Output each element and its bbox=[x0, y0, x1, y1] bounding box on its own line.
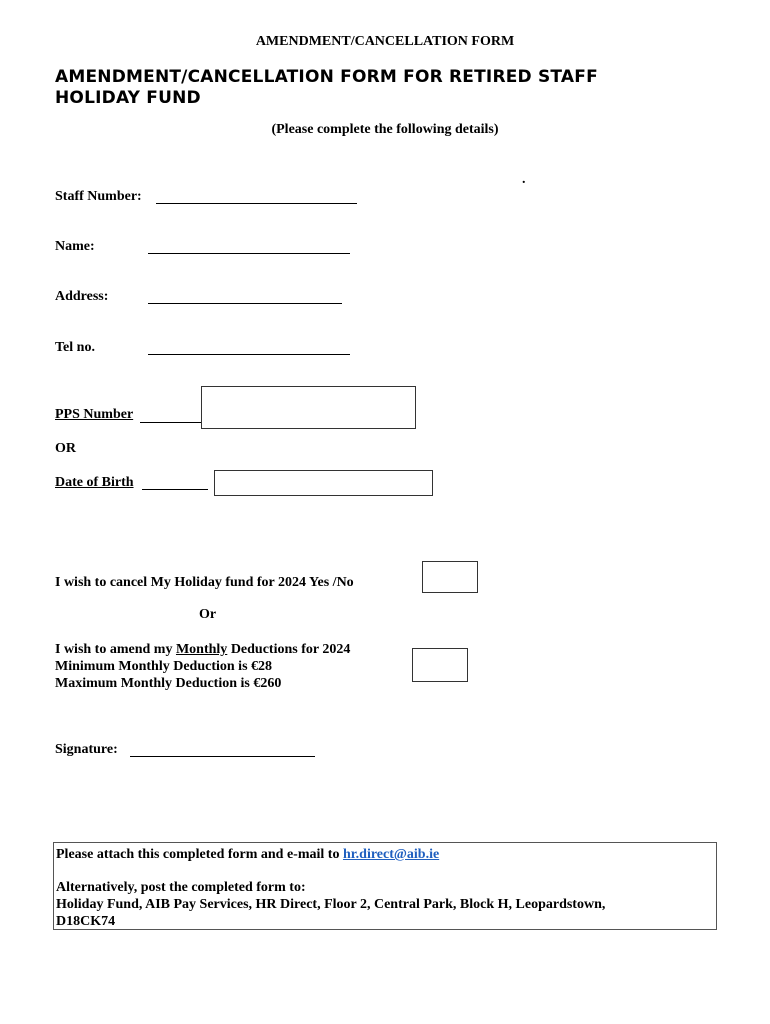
instructions-box bbox=[53, 842, 717, 930]
amend-line1 bbox=[55, 641, 350, 658]
address-field[interactable] bbox=[148, 303, 342, 304]
attach-line bbox=[56, 846, 439, 863]
amend-amount-box[interactable] bbox=[412, 648, 468, 682]
amend-max: Maximum Monthly Deduction is €260 bbox=[55, 676, 282, 691]
cancel-yes-no-box[interactable] bbox=[422, 561, 478, 593]
name-field[interactable] bbox=[148, 253, 350, 254]
form-title-line2: HOLIDAY FUND bbox=[55, 88, 201, 108]
attach-text: Please attach this completed form and e-mail to bbox=[56, 847, 343, 862]
postal-address-line1: Holiday Fund, AIB Pay Services, HR Direct, Floor 2, Central Park, Block H, Leopardstown, bbox=[56, 897, 606, 912]
page-header: AMENDMENT/CANCELLATION FORM bbox=[255, 34, 515, 49]
address-label: Address: bbox=[55, 289, 109, 304]
amend-suffix: Deductions for 2024 bbox=[227, 642, 351, 657]
amend-monthly: Monthly bbox=[175, 642, 228, 657]
amend-prefix: I wish to amend my bbox=[55, 642, 176, 657]
signature-label: Signature: bbox=[55, 742, 118, 757]
or-middle: Or bbox=[199, 607, 217, 622]
or-label: OR bbox=[55, 441, 76, 456]
pps-label: PPS Number bbox=[55, 407, 134, 422]
dob-input-box[interactable] bbox=[214, 470, 433, 496]
dob-underline bbox=[142, 489, 208, 490]
form-title bbox=[55, 67, 675, 109]
alt-text: Alternatively, post the completed form to: bbox=[56, 880, 306, 895]
postal-address-line2: D18CK74 bbox=[56, 914, 116, 929]
pps-underline bbox=[140, 422, 202, 423]
cancel-text: I wish to cancel My Holiday fund for 2024 Yes /No bbox=[55, 575, 354, 590]
signature-field[interactable] bbox=[130, 756, 315, 757]
staff-number-field[interactable] bbox=[156, 203, 357, 204]
amend-block bbox=[55, 641, 350, 692]
email-link[interactable]: hr.direct@aib.ie bbox=[342, 847, 440, 862]
amend-min: Minimum Monthly Deduction is €28 bbox=[55, 659, 273, 674]
tel-label: Tel no. bbox=[55, 340, 95, 355]
dob-label: Date of Birth bbox=[55, 475, 134, 490]
tel-field[interactable] bbox=[148, 354, 350, 355]
name-label: Name: bbox=[55, 239, 95, 254]
pps-input-box[interactable] bbox=[201, 386, 416, 429]
stray-dot: . bbox=[522, 172, 526, 187]
form-title-line1: AMENDMENT/CANCELLATION FORM FOR RETIRED STAFF bbox=[55, 67, 598, 87]
staff-number-label: Staff Number: bbox=[55, 189, 142, 204]
form-subtitle: (Please complete the following details) bbox=[271, 122, 499, 137]
